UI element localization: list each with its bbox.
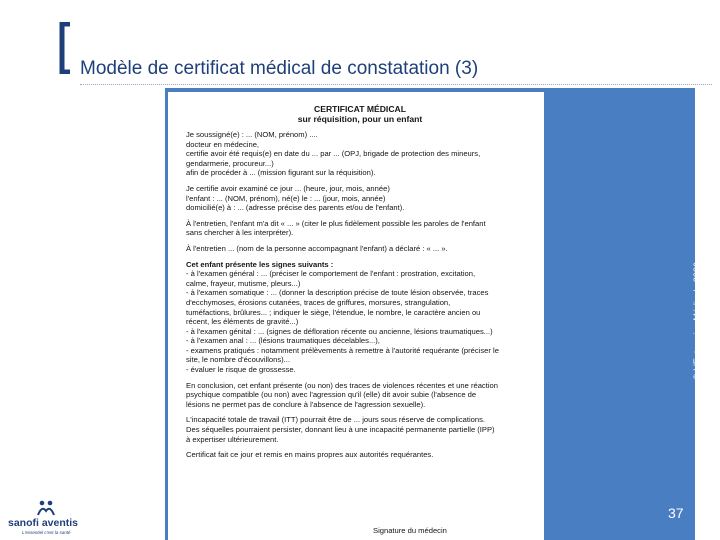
certificate-title-line2: sur réquisition, pour un enfant	[297, 114, 423, 124]
certificate-line: calme, frayeur, mutisme, pleurs...)	[186, 278, 301, 288]
certificate-line: Certificat fait ce jour et remis en mains propres aux autorités requérantes.	[186, 450, 434, 460]
certificate-body	[186, 130, 534, 460]
certificate-line: - à l'examen génital : ... (signes de défloration récente ou ancienne, lésions traumatiques...)	[186, 326, 493, 336]
title-bracket-icon	[58, 22, 72, 74]
certificate-line: l'enfant : ... (NOM, prénom), né(e) le : ... (jour, mois, année)	[186, 193, 386, 203]
certificate-paragraph	[186, 450, 534, 460]
certificate-line: - évaluer le risque de grossesse.	[186, 365, 296, 375]
certificate-line: gendarmerie, procureur...)	[186, 158, 274, 168]
certificate-line: récent, les éléments de gravité...)	[186, 317, 299, 327]
certificate-paragraph	[186, 260, 534, 375]
certificate-line: - examens pratiqués : notamment prélèvements à remettre à l'autorité requérante (préciser le	[186, 345, 499, 355]
certificate-line: afin de procéder à ... (mission figurant sur la réquisition).	[186, 168, 376, 178]
certificate-paragraph	[186, 219, 534, 238]
page-number: 37	[668, 505, 684, 521]
certificate-line: certifie avoir été requis(e) en date du ... par ... (OPJ, brigade de protection des mineurs,	[186, 149, 481, 159]
certificate-line: d'ecchymoses, érosions cutanées, traces de griffures, morsures, strangulation,	[186, 297, 451, 307]
certificate-title-line1: CERTIFICAT MÉDICAL	[314, 104, 406, 114]
certificate-line: à expertiser ultérieurement.	[186, 434, 279, 444]
logo-figures-icon	[35, 500, 57, 516]
certificate-line: En conclusion, cet enfant présente (ou non) des traces de violences récentes et une réaction	[186, 380, 498, 390]
certificate-line: psychique compatible (ou non) avec l'agression qu'il (elle) dit avoir subie (l'absence de	[186, 390, 477, 400]
certificate-line: Je certifie avoir examiné ce jour ... (heure, jour, mois, année)	[186, 183, 390, 193]
sanofi-aventis-logo	[8, 500, 90, 538]
slide-title: Modèle de certificat médical de constatation (3)	[80, 58, 479, 79]
certificate-paragraph	[186, 184, 534, 213]
certificate-line: Des séquelles pourraient persister, donnant lieu à une incapacité permanente partielle (IPP)	[186, 425, 495, 435]
certificate-title	[186, 104, 534, 124]
signature-label: Signature du médecin	[373, 526, 447, 535]
certificate-line: - à l'examen général : ... (préciser le comportement de l'enfant : prostration, excitation,	[186, 269, 476, 279]
certificate-line: L'incapacité totale de travail (ITT) pourrait être de ... jours sous réserve de complications.	[186, 415, 486, 425]
certificate-paragraph	[186, 130, 534, 178]
certificate-paragraph	[186, 381, 534, 410]
certificate-line: sans chercher à les interpréter).	[186, 228, 294, 238]
certificate-paragraph	[186, 415, 534, 444]
certificate-line: docteur en médecine,	[186, 139, 260, 149]
logo-text: sanofi aventis	[8, 517, 79, 529]
certificate-line: domicilié(e) à : ... (adresse précise des parents et/ou de l'enfant).	[186, 203, 405, 213]
certificate-line: tuméfactions, brûlures... ; indiquer le siège, l'étendue, le nombre, le caractère ancien ou	[186, 307, 481, 317]
certificate-line: lésions ne permet pas de conclure à l'absence de l'agression sexuelle).	[186, 399, 426, 409]
certificate-line: - à l'examen somatique : ... (donner la description précise de toute lésion observée, traces	[186, 288, 489, 298]
certificate-line: Cet enfant présente les signes suivants :	[186, 259, 334, 269]
certificate-line: Je soussigné(e) : ... (NOM, prénom) ....	[186, 130, 318, 139]
certificate-line: À l'entretien ... (nom de la personne accompagnant l'enfant) a déclaré : « ... ».	[186, 243, 448, 253]
logo-tagline: L'essentiel c'est la santé	[22, 530, 71, 535]
certificate-line: site, le nombre d'écouvillons)...	[186, 355, 291, 365]
certificate-paragraph	[186, 244, 534, 254]
certificate-document	[168, 92, 544, 540]
copyright-text: © L'Entreprise Médicale 2006	[692, 262, 702, 380]
certificate-line: À l'entretien, l'enfant m'a dit « ... » (citer le plus fidèlement possible les paroles de l'enfant	[186, 218, 486, 228]
certificate-line: - à l'examen anal : ... (lésions traumatiques décelables...),	[186, 336, 380, 346]
title-divider	[80, 84, 712, 85]
